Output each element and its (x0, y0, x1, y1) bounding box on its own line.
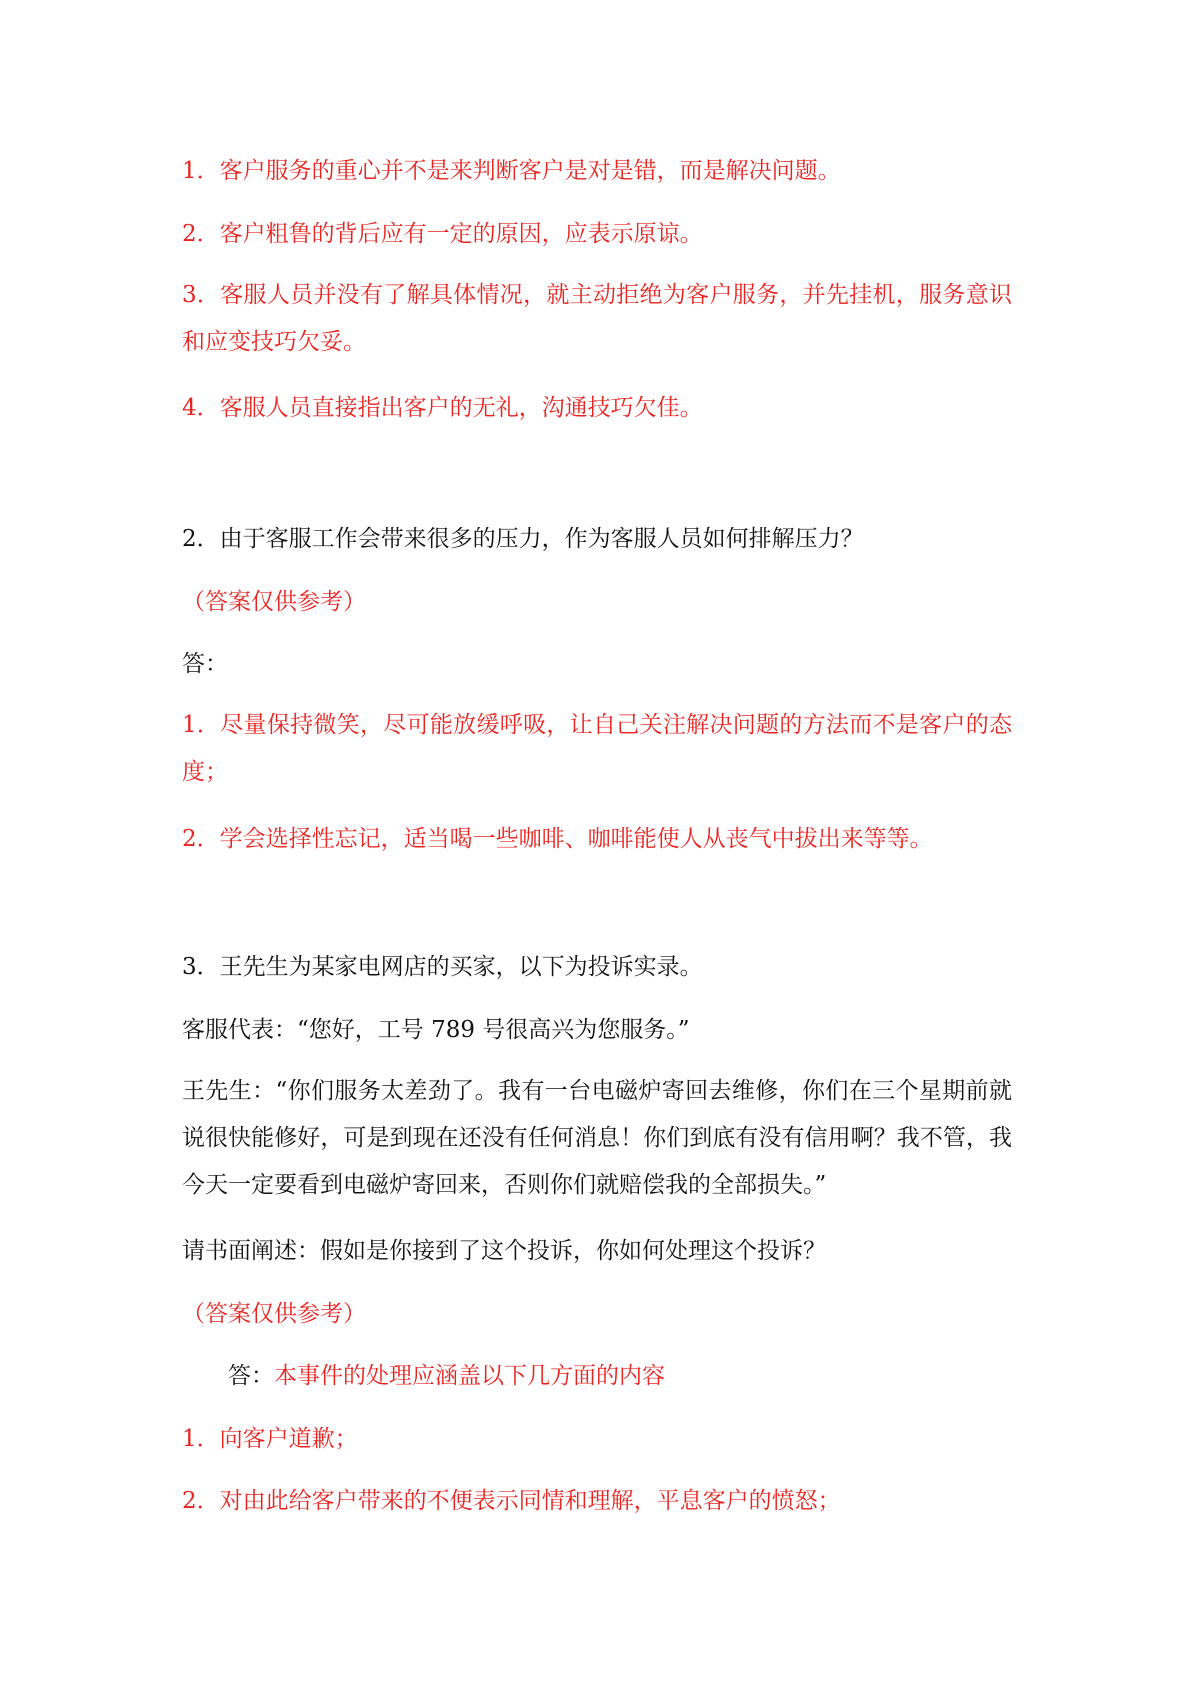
document-page (182, 0, 1012, 1684)
answer-intro-line (228, 1352, 665, 1400)
answer-item-2: 2．客户粗鲁的背后应有一定的原因，应表示原谅。 (182, 221, 703, 247)
dialog-agent: 客服代表：“您好，工号 789 号很高兴为您服务。” (182, 1017, 690, 1043)
answer-item-1: 1．向客户道歉； (182, 1426, 358, 1452)
answer-label: 答： (182, 651, 228, 677)
dialog-customer: 王先生：“你们服务太差劲了。我有一台电磁炉寄回去维修，你们在三个星期前就说很快能修好，可是到现在还没有任何消息！你们到底有没有信用啊？我不管，我今天一定要看到电磁炉寄回来，否则你们就赔偿我的全部损失。” (182, 1078, 1012, 1198)
question-2: 2．由于客服工作会带来很多的压力，作为客服人员如何排解压力？ (182, 526, 864, 552)
question-3: 3．王先生为某家电网店的买家，以下为投诉实录。 (182, 954, 703, 980)
answer-item-2: 2．学会选择性忘记，适当喝一些咖啡、咖啡能使人从丧气中拔出来等等。 (182, 826, 933, 852)
answer-label: 答： (228, 1363, 274, 1389)
reference-note: （答案仅供参考） (182, 1301, 366, 1327)
answer-item-1: 1．尽量保持微笑，尽可能放缓呼吸，让自己关注解决问题的方法而不是客户的态度； (182, 712, 1012, 785)
reference-note: （答案仅供参考） (182, 589, 366, 615)
answer-item-1: 1．客户服务的重心并不是来判断客户是对是错，而是解决问题。 (182, 158, 841, 184)
answer-intro: 本事件的处理应涵盖以下几方面的内容 (274, 1363, 665, 1389)
answer-item-3: 3．客服人员并没有了解具体情况，就主动拒绝为客户服务，并先挂机，服务意识和应变技巧欠妥。 (182, 282, 1012, 355)
answer-item-4: 4．客服人员直接指出客户的无礼，沟通技巧欠佳。 (182, 395, 703, 421)
answer-item-2: 2．对由此给客户带来的不便表示同情和理解，平息客户的愤怒； (182, 1488, 841, 1514)
essay-prompt: 请书面阐述：假如是你接到了这个投诉，你如何处理这个投诉？ (182, 1238, 826, 1264)
